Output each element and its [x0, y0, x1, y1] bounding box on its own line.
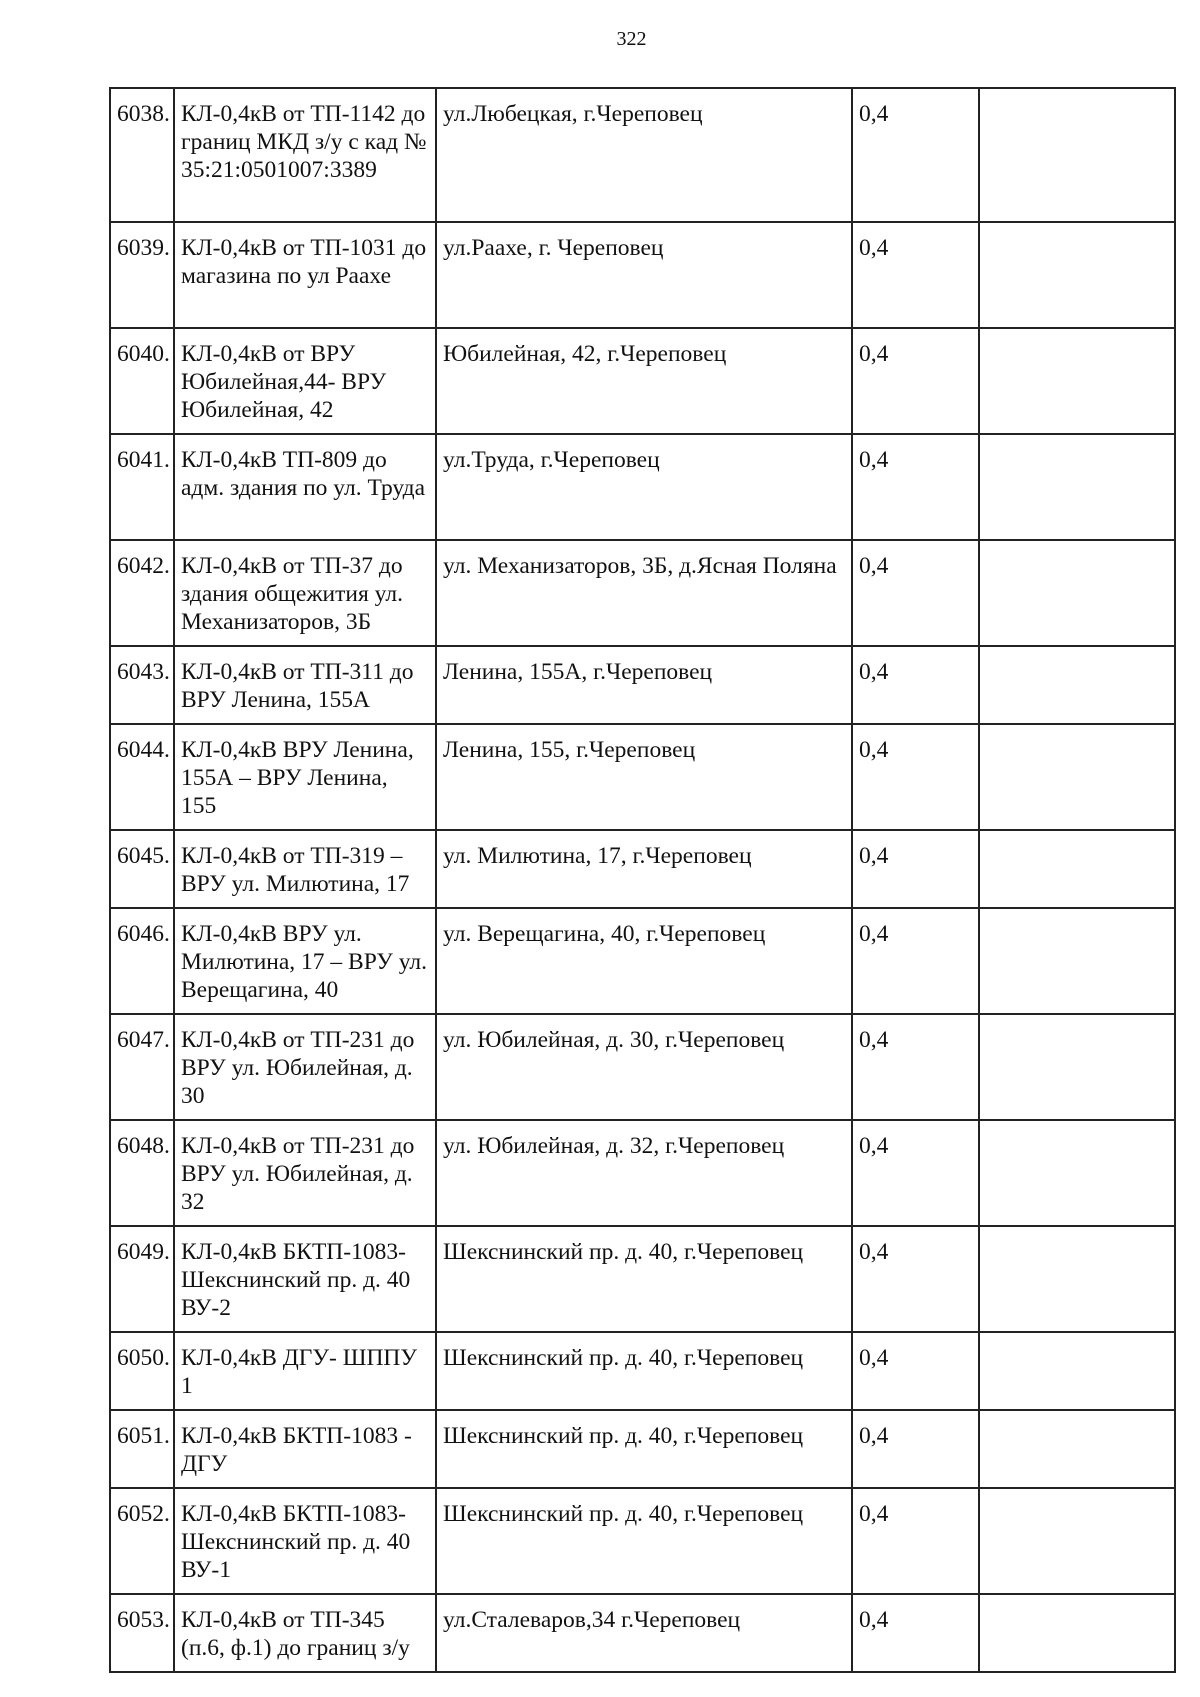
row-number: 6046. — [110, 908, 174, 1014]
cable-line-name: КЛ-0,4кВ от ТП-37 до здания общежития ул. Механизаторов, 3Б — [174, 540, 436, 646]
cable-line-name: КЛ-0,4кВ ВРУ Ленина, 155А – ВРУ Ленина, 155 — [174, 724, 436, 830]
cable-line-name: КЛ-0,4кВ от ТП-1031 до магазина по ул Раахе — [174, 222, 436, 328]
table-row — [110, 1594, 1175, 1672]
voltage-value: 0,4 — [852, 434, 979, 540]
note-cell — [979, 222, 1175, 328]
cable-line-name: КЛ-0,4кВ от ТП-231 до ВРУ ул. Юбилейная, д. 30 — [174, 1014, 436, 1120]
table-row — [110, 1226, 1175, 1332]
row-number: 6039. — [110, 222, 174, 328]
cable-line-name: КЛ-0,4кВ от ТП-231 до ВРУ ул. Юбилейная, д. 32 — [174, 1120, 436, 1226]
table-row — [110, 434, 1175, 540]
location-address: ул. Юбилейная, д. 30, г.Череповец — [436, 1014, 852, 1120]
row-number: 6045. — [110, 830, 174, 908]
location-address: ул. Механизаторов, 3Б, д.Ясная Поляна — [436, 540, 852, 646]
table-row — [110, 328, 1175, 434]
cable-line-name: КЛ-0,4кВ ВРУ ул. Милютина, 17 – ВРУ ул. Верещагина, 40 — [174, 908, 436, 1014]
voltage-value: 0,4 — [852, 1594, 979, 1672]
table-row — [110, 830, 1175, 908]
cable-line-name: КЛ-0,4кВ БКТП-1083 - ДГУ — [174, 1410, 436, 1488]
table-row — [110, 1120, 1175, 1226]
location-address: Шекснинский пр. д. 40, г.Череповец — [436, 1332, 852, 1410]
voltage-value: 0,4 — [852, 1332, 979, 1410]
cable-line-name: КЛ-0,4кВ от ТП-345 (п.6, ф.1) до границ з/у — [174, 1594, 436, 1672]
note-cell — [979, 1488, 1175, 1594]
row-number: 6038. — [110, 88, 174, 222]
voltage-value: 0,4 — [852, 540, 979, 646]
registry-table — [109, 87, 1176, 1673]
row-number: 6041. — [110, 434, 174, 540]
table-row — [110, 540, 1175, 646]
table-row — [110, 1410, 1175, 1488]
note-cell — [979, 1594, 1175, 1672]
table-row — [110, 1014, 1175, 1120]
location-address: ул.Раахе, г. Череповец — [436, 222, 852, 328]
row-number: 6051. — [110, 1410, 174, 1488]
note-cell — [979, 434, 1175, 540]
note-cell — [979, 1226, 1175, 1332]
location-address: Шекснинский пр. д. 40, г.Череповец — [436, 1488, 852, 1594]
table-row — [110, 222, 1175, 328]
note-cell — [979, 830, 1175, 908]
table-row — [110, 1488, 1175, 1594]
location-address: ул.Труда, г.Череповец — [436, 434, 852, 540]
location-address: ул. Юбилейная, д. 32, г.Череповец — [436, 1120, 852, 1226]
row-number: 6040. — [110, 328, 174, 434]
location-address: ул.Сталеваров,34 г.Череповец — [436, 1594, 852, 1672]
row-number: 6052. — [110, 1488, 174, 1594]
note-cell — [979, 724, 1175, 830]
row-number: 6044. — [110, 724, 174, 830]
note-cell — [979, 88, 1175, 222]
location-address: ул.Любецкая, г.Череповец — [436, 88, 852, 222]
location-address: ул. Верещагина, 40, г.Череповец — [436, 908, 852, 1014]
row-number: 6042. — [110, 540, 174, 646]
table-row — [110, 724, 1175, 830]
table-row — [110, 646, 1175, 724]
note-cell — [979, 908, 1175, 1014]
note-cell — [979, 1332, 1175, 1410]
location-address: ул. Милютина, 17, г.Череповец — [436, 830, 852, 908]
cable-line-name: КЛ-0,4кВ БКТП-1083-Шекснинский пр. д. 40 ВУ-2 — [174, 1226, 436, 1332]
location-address: Шекснинский пр. д. 40, г.Череповец — [436, 1226, 852, 1332]
location-address: Ленина, 155А, г.Череповец — [436, 646, 852, 724]
cable-line-name: КЛ-0,4кВ от ТП-311 до ВРУ Ленина, 155А — [174, 646, 436, 724]
cable-line-name: КЛ-0,4кВ ТП-809 до адм. здания по ул. Труда — [174, 434, 436, 540]
location-address: Шекснинский пр. д. 40, г.Череповец — [436, 1410, 852, 1488]
voltage-value: 0,4 — [852, 1488, 979, 1594]
note-cell — [979, 1014, 1175, 1120]
voltage-value: 0,4 — [852, 646, 979, 724]
cable-line-name: КЛ-0,4кВ от ТП-319 – ВРУ ул. Милютина, 17 — [174, 830, 436, 908]
voltage-value: 0,4 — [852, 222, 979, 328]
voltage-value: 0,4 — [852, 1410, 979, 1488]
row-number: 6050. — [110, 1332, 174, 1410]
note-cell — [979, 1410, 1175, 1488]
location-address: Юбилейная, 42, г.Череповец — [436, 328, 852, 434]
table-row — [110, 908, 1175, 1014]
cable-line-name: КЛ-0,4кВ БКТП-1083-Шекснинский пр. д. 40 ВУ-1 — [174, 1488, 436, 1594]
location-address: Ленина, 155, г.Череповец — [436, 724, 852, 830]
table-row — [110, 1332, 1175, 1410]
voltage-value: 0,4 — [852, 1014, 979, 1120]
row-number: 6047. — [110, 1014, 174, 1120]
page-number: 322 — [616, 28, 647, 50]
voltage-value: 0,4 — [852, 1120, 979, 1226]
row-number: 6053. — [110, 1594, 174, 1672]
voltage-value: 0,4 — [852, 88, 979, 222]
note-cell — [979, 646, 1175, 724]
voltage-value: 0,4 — [852, 724, 979, 830]
cable-line-name: КЛ-0,4кВ от ТП-1142 до границ МКД з/у с кад № 35:21:0501007:3389 — [174, 88, 436, 222]
table-row — [110, 88, 1175, 222]
row-number: 6049. — [110, 1226, 174, 1332]
voltage-value: 0,4 — [852, 1226, 979, 1332]
row-number: 6043. — [110, 646, 174, 724]
voltage-value: 0,4 — [852, 328, 979, 434]
note-cell — [979, 328, 1175, 434]
voltage-value: 0,4 — [852, 908, 979, 1014]
cable-line-name: КЛ-0,4кВ ДГУ- ШППУ 1 — [174, 1332, 436, 1410]
row-number: 6048. — [110, 1120, 174, 1226]
voltage-value: 0,4 — [852, 830, 979, 908]
note-cell — [979, 1120, 1175, 1226]
note-cell — [979, 540, 1175, 646]
cable-line-name: КЛ-0,4кВ от ВРУ Юбилейная,44- ВРУ Юбилейная, 42 — [174, 328, 436, 434]
